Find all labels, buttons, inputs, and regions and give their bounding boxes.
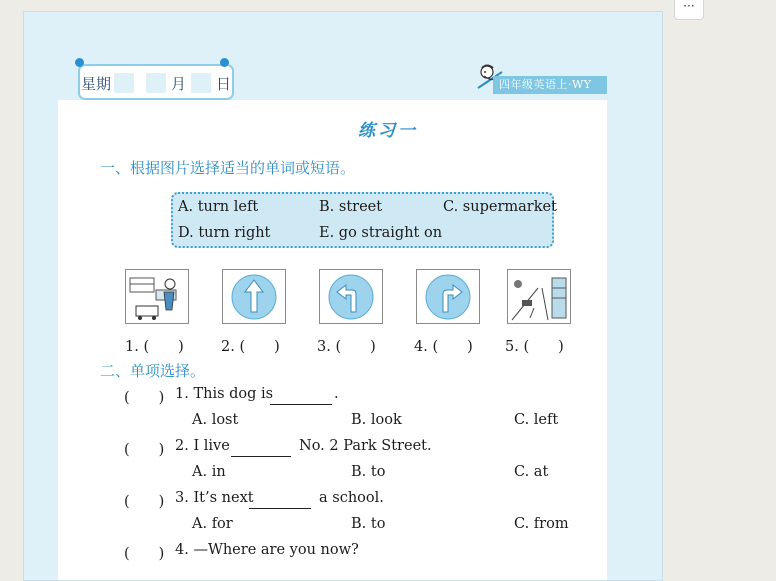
month-label: 月 xyxy=(171,75,187,93)
answer-bracket[interactable]: ( ) xyxy=(124,442,165,458)
word-option: B. street xyxy=(319,199,383,215)
pin-icon xyxy=(75,58,84,67)
choice-option: B. to xyxy=(351,464,386,480)
grade-banner: 四年级英语上·WY xyxy=(493,76,607,94)
answer-slot[interactable]: 4. ( ) xyxy=(414,339,473,355)
answer-slot[interactable]: 2. ( ) xyxy=(221,339,280,355)
answer-bracket[interactable]: ( ) xyxy=(124,494,165,510)
question-text: 4. —Where are you now? xyxy=(175,542,359,558)
choice-option: C. left xyxy=(514,412,559,428)
answer-bracket[interactable]: ( ) xyxy=(124,546,165,562)
day-field[interactable] xyxy=(191,73,211,93)
month-field[interactable] xyxy=(146,73,166,93)
answer-slot[interactable]: 3. ( ) xyxy=(317,339,376,355)
choice-option: B. to xyxy=(351,516,386,532)
weekday-field[interactable] xyxy=(114,73,134,93)
word-option: A. turn left xyxy=(178,199,259,215)
word-option: D. turn right xyxy=(178,225,271,241)
question-text: 3. It’s next xyxy=(175,490,254,506)
fill-blank[interactable] xyxy=(270,404,332,405)
question-text: 1. This dog is xyxy=(175,386,274,402)
choice-option: C. from xyxy=(514,516,569,532)
choice-option: A. in xyxy=(192,464,226,480)
answer-slot[interactable]: 1. ( ) xyxy=(125,339,184,355)
word-option: E. go straight on xyxy=(319,225,443,241)
word-option: C. supermarket xyxy=(443,199,557,215)
page-title: 练习一 xyxy=(358,121,418,141)
weekday-label: 星期 xyxy=(81,75,112,93)
answer-bracket[interactable]: ( ) xyxy=(124,390,165,406)
choice-option: A. lost xyxy=(192,412,239,428)
question-text: 2. I live xyxy=(175,438,230,454)
go-straight-arrow-icon xyxy=(222,269,286,324)
section-2-heading: 二、单项选择。 xyxy=(100,362,206,380)
fill-blank[interactable] xyxy=(249,508,311,509)
choice-option: A. for xyxy=(192,516,233,532)
choice-option: B. look xyxy=(351,412,402,428)
supermarket-scene-picture xyxy=(125,269,189,324)
street-scene-picture xyxy=(507,269,571,324)
question-text: a school. xyxy=(319,490,384,506)
viewer-menu-button[interactable]: ··· xyxy=(674,0,704,20)
day-label: 日 xyxy=(216,75,232,93)
section-1-heading: 一、根据图片选择适当的单词或短语。 xyxy=(100,159,356,177)
question-text: . xyxy=(334,386,339,402)
turn-right-arrow-icon xyxy=(416,269,480,324)
pin-icon xyxy=(220,58,229,67)
question-text: No. 2 Park Street. xyxy=(299,438,432,454)
answer-slot[interactable]: 5. ( ) xyxy=(505,339,564,355)
choice-option: C. at xyxy=(514,464,549,480)
fill-blank[interactable] xyxy=(231,456,291,457)
turn-left-arrow-icon xyxy=(319,269,383,324)
